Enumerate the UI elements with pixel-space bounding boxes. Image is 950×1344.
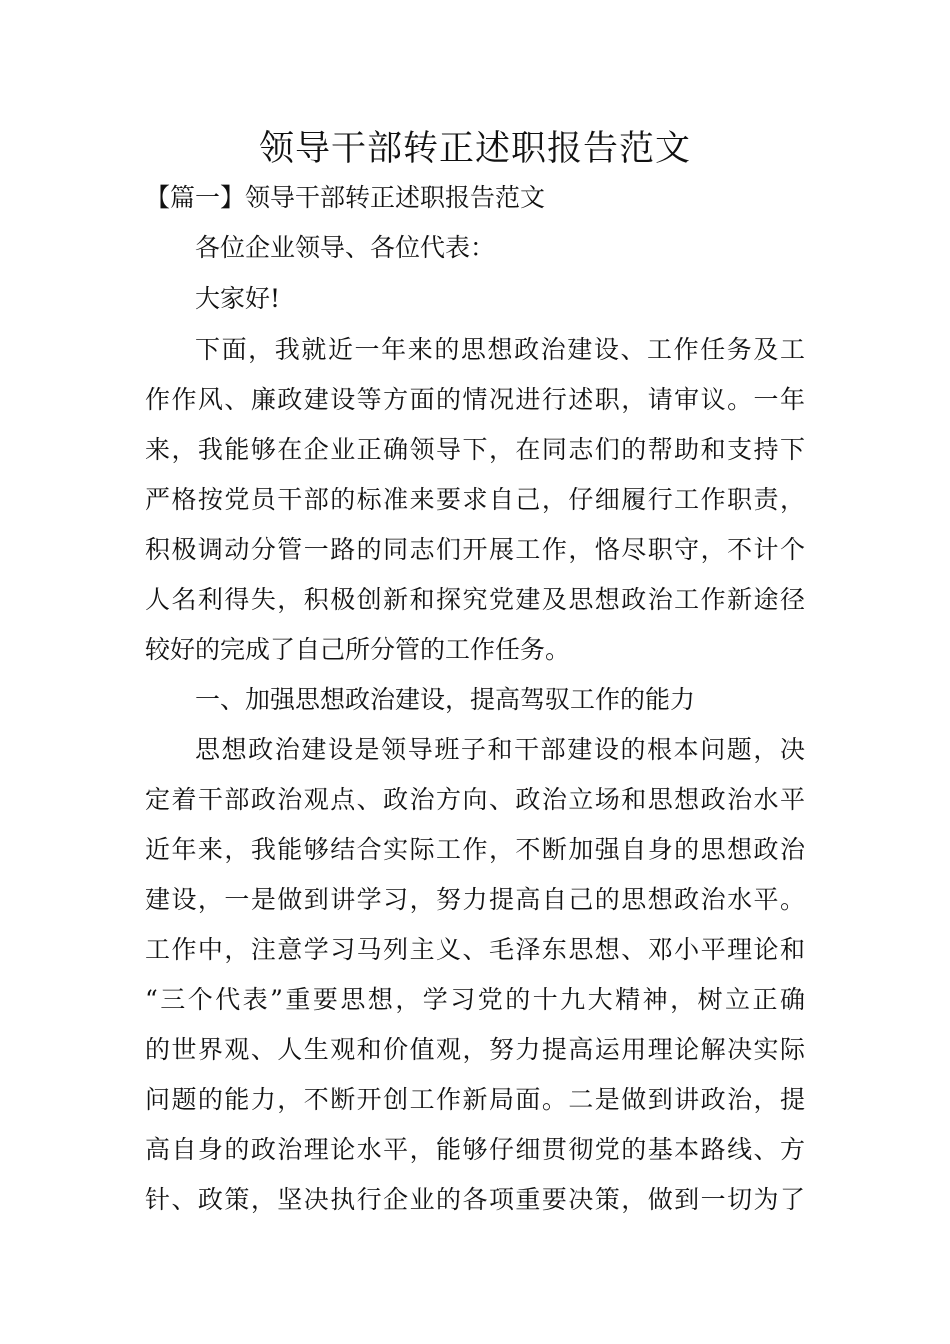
paragraph-line: 的世界观、人生观和价值观，努力提高运用理论解决实际 (145, 1035, 805, 1064)
subsection-heading: 一、加强思想政治建设，提高驾驭工作的能力 (195, 685, 696, 714)
salutation: 各位企业领导、各位代表： (195, 233, 496, 262)
paragraph-line: 较好的完成了自己所分管的工作任务。 (145, 635, 571, 664)
paragraph-line: 高自身的政治理论水平，能够仔细贯彻党的基本路线、方 (145, 1135, 805, 1164)
document-title: 领导干部转正述职报告范文 (258, 129, 691, 169)
paragraph-line: 近年来，我能够结合实际工作，不断加强自身的思想政治 (145, 835, 805, 864)
paragraph-line: 积极调动分管一路的同志们开展工作，恪尽职守，不计个 (145, 535, 805, 564)
paragraph-line: 建设，一是做到讲学习，努力提高自己的思想政治水平。 (145, 885, 805, 914)
paragraph-line: 工作中，注意学习马列主义、毛泽东思想、邓小平理论和 (145, 935, 805, 964)
paragraph-line: 定着干部政治观点、政治方向、政治立场和思想政治水平 (145, 785, 805, 814)
paragraph-line: 问题的能力，不断开创工作新局面。二是做到讲政治，提 (145, 1085, 805, 1114)
paragraph-line: 人名利得失，积极创新和探究党建及思想政治工作新途径 (145, 585, 805, 614)
paragraph-line: 严格按党员干部的标准来要求自己，仔细履行工作职责， (145, 485, 805, 514)
section-heading: 【篇一】领导干部转正述职报告范文 (145, 183, 546, 212)
greeting: 大家好! (195, 284, 281, 313)
paragraph-line: 下面，我就近一年来的思想政治建设、工作任务及工 (195, 335, 805, 364)
paragraph-line: 思想政治建设是领导班子和干部建设的根本问题，决 (195, 735, 805, 764)
paragraph-line: 作作风、廉政建设等方面的情况进行述职，请审议。一年 (145, 385, 805, 414)
paragraph-line: 针、政策，坚决执行企业的各项重要决策，做到一切为了 (145, 1185, 805, 1214)
paragraph-line: “三个代表”重要思想，学习党的十九大精神，树立正确 (145, 985, 805, 1014)
paragraph-line: 来，我能够在企业正确领导下，在同志们的帮助和支持下 (145, 435, 805, 464)
